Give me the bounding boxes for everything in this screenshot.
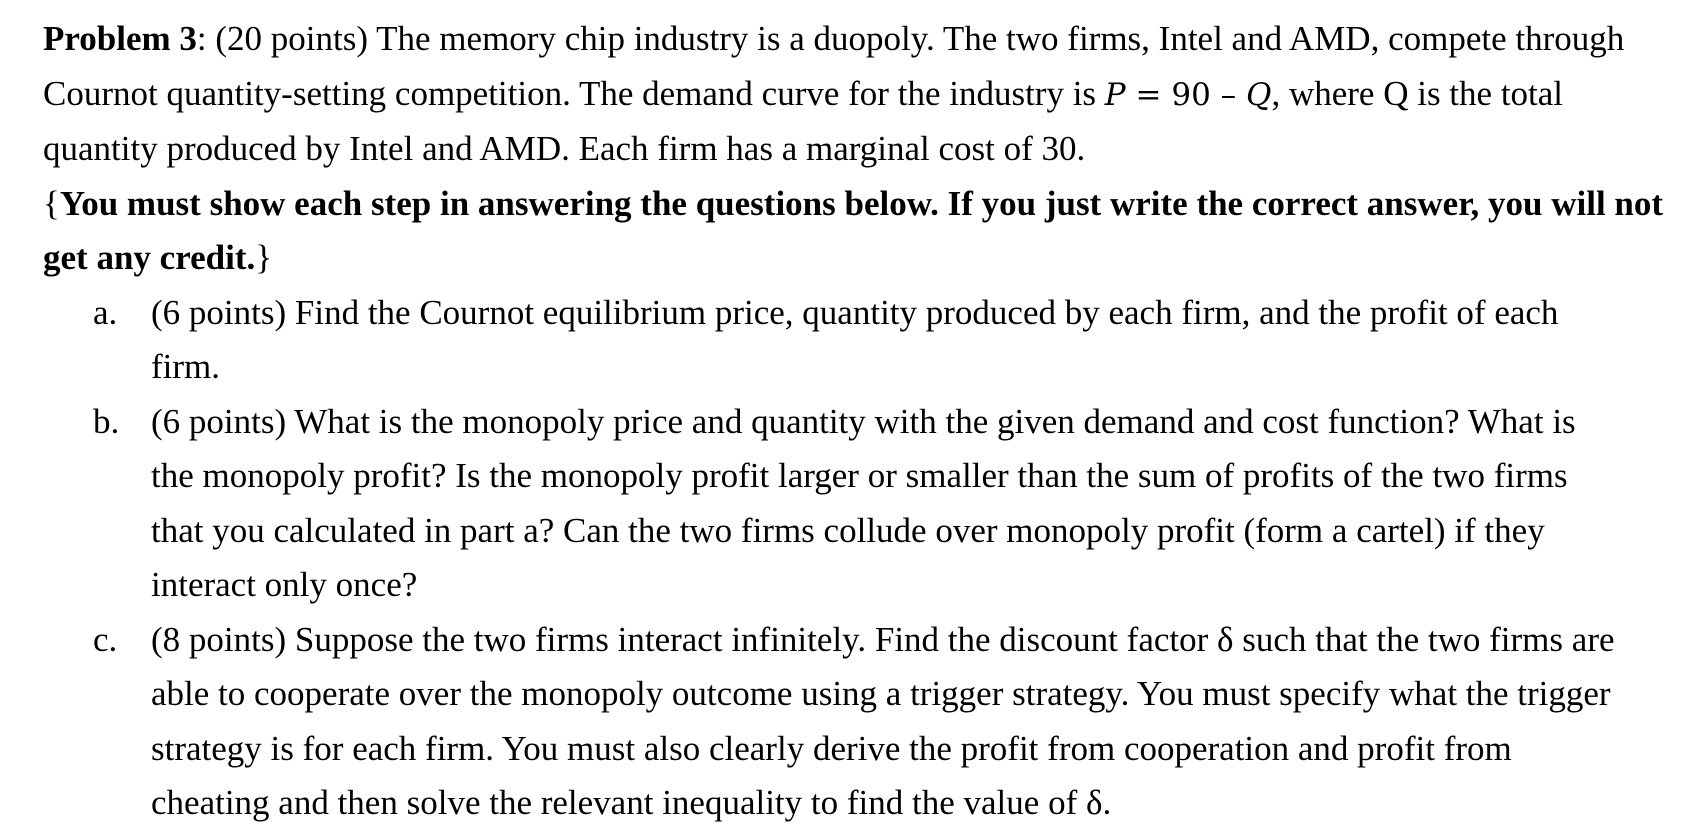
question-part-b (43, 395, 1673, 613)
equation-minus: – (1210, 76, 1247, 113)
question-part-c (43, 613, 1673, 831)
instruction-note (43, 177, 1673, 286)
instruction-text: You must show each step in answering the questions below. If you just write the correct answer, you will not get any credit. (43, 183, 1664, 277)
equation-equals: = (1125, 76, 1172, 113)
part-b-marker: b. (93, 401, 120, 441)
equation-constant: 90 (1171, 76, 1211, 113)
problem-label: Problem 3 (43, 19, 197, 58)
instruction-close-brace: } (255, 238, 273, 277)
equation-rhs: Q (1246, 76, 1272, 113)
problem-intro-tail: , where Q is the total quantity produced by Intel and AMD. Each firm has a marginal cost of 30. (43, 73, 1564, 168)
equation-lhs: P (1104, 76, 1126, 113)
question-part-a (43, 286, 1673, 395)
part-a-text: (6 points) Find the Cournot equilibrium price, quantity produced by each firm, and the profit of each firm. (151, 292, 1559, 386)
part-c-text: (8 points) Suppose the two firms interact infinitely. Find the discount factor δ such that the two firms are able to cooperate over the monopoly outcome using a trigger strategy. You must specify what the trigger strategy is for each firm. You must also clearly derive the profit from cooperation and profit from cheating and then solve the relevant inequality to find the value of δ. (151, 619, 1615, 822)
instruction-open-brace: { (43, 183, 60, 223)
part-b-text: (6 points) What is the monopoly price and quantity with the given demand and cost function? What is the monopoly profit? Is the monopoly profit larger or smaller than the sum of profits of the two firms that you calculated in part a? Can the two firms collude over monopoly profit (form a cartel) if they interact only once? (151, 401, 1576, 604)
part-a-marker: a. (93, 292, 118, 332)
problem-intro: : (20 points) The memory chip industry is a duopoly. The two firms, Intel and AMD, compete through Cournot quantity-setting competition. The demand curve for the industry is (43, 19, 1625, 113)
problem-document (43, 12, 1673, 831)
question-parts-list (43, 286, 1673, 831)
part-c-marker: c. (93, 619, 118, 659)
problem-statement (43, 12, 1673, 177)
